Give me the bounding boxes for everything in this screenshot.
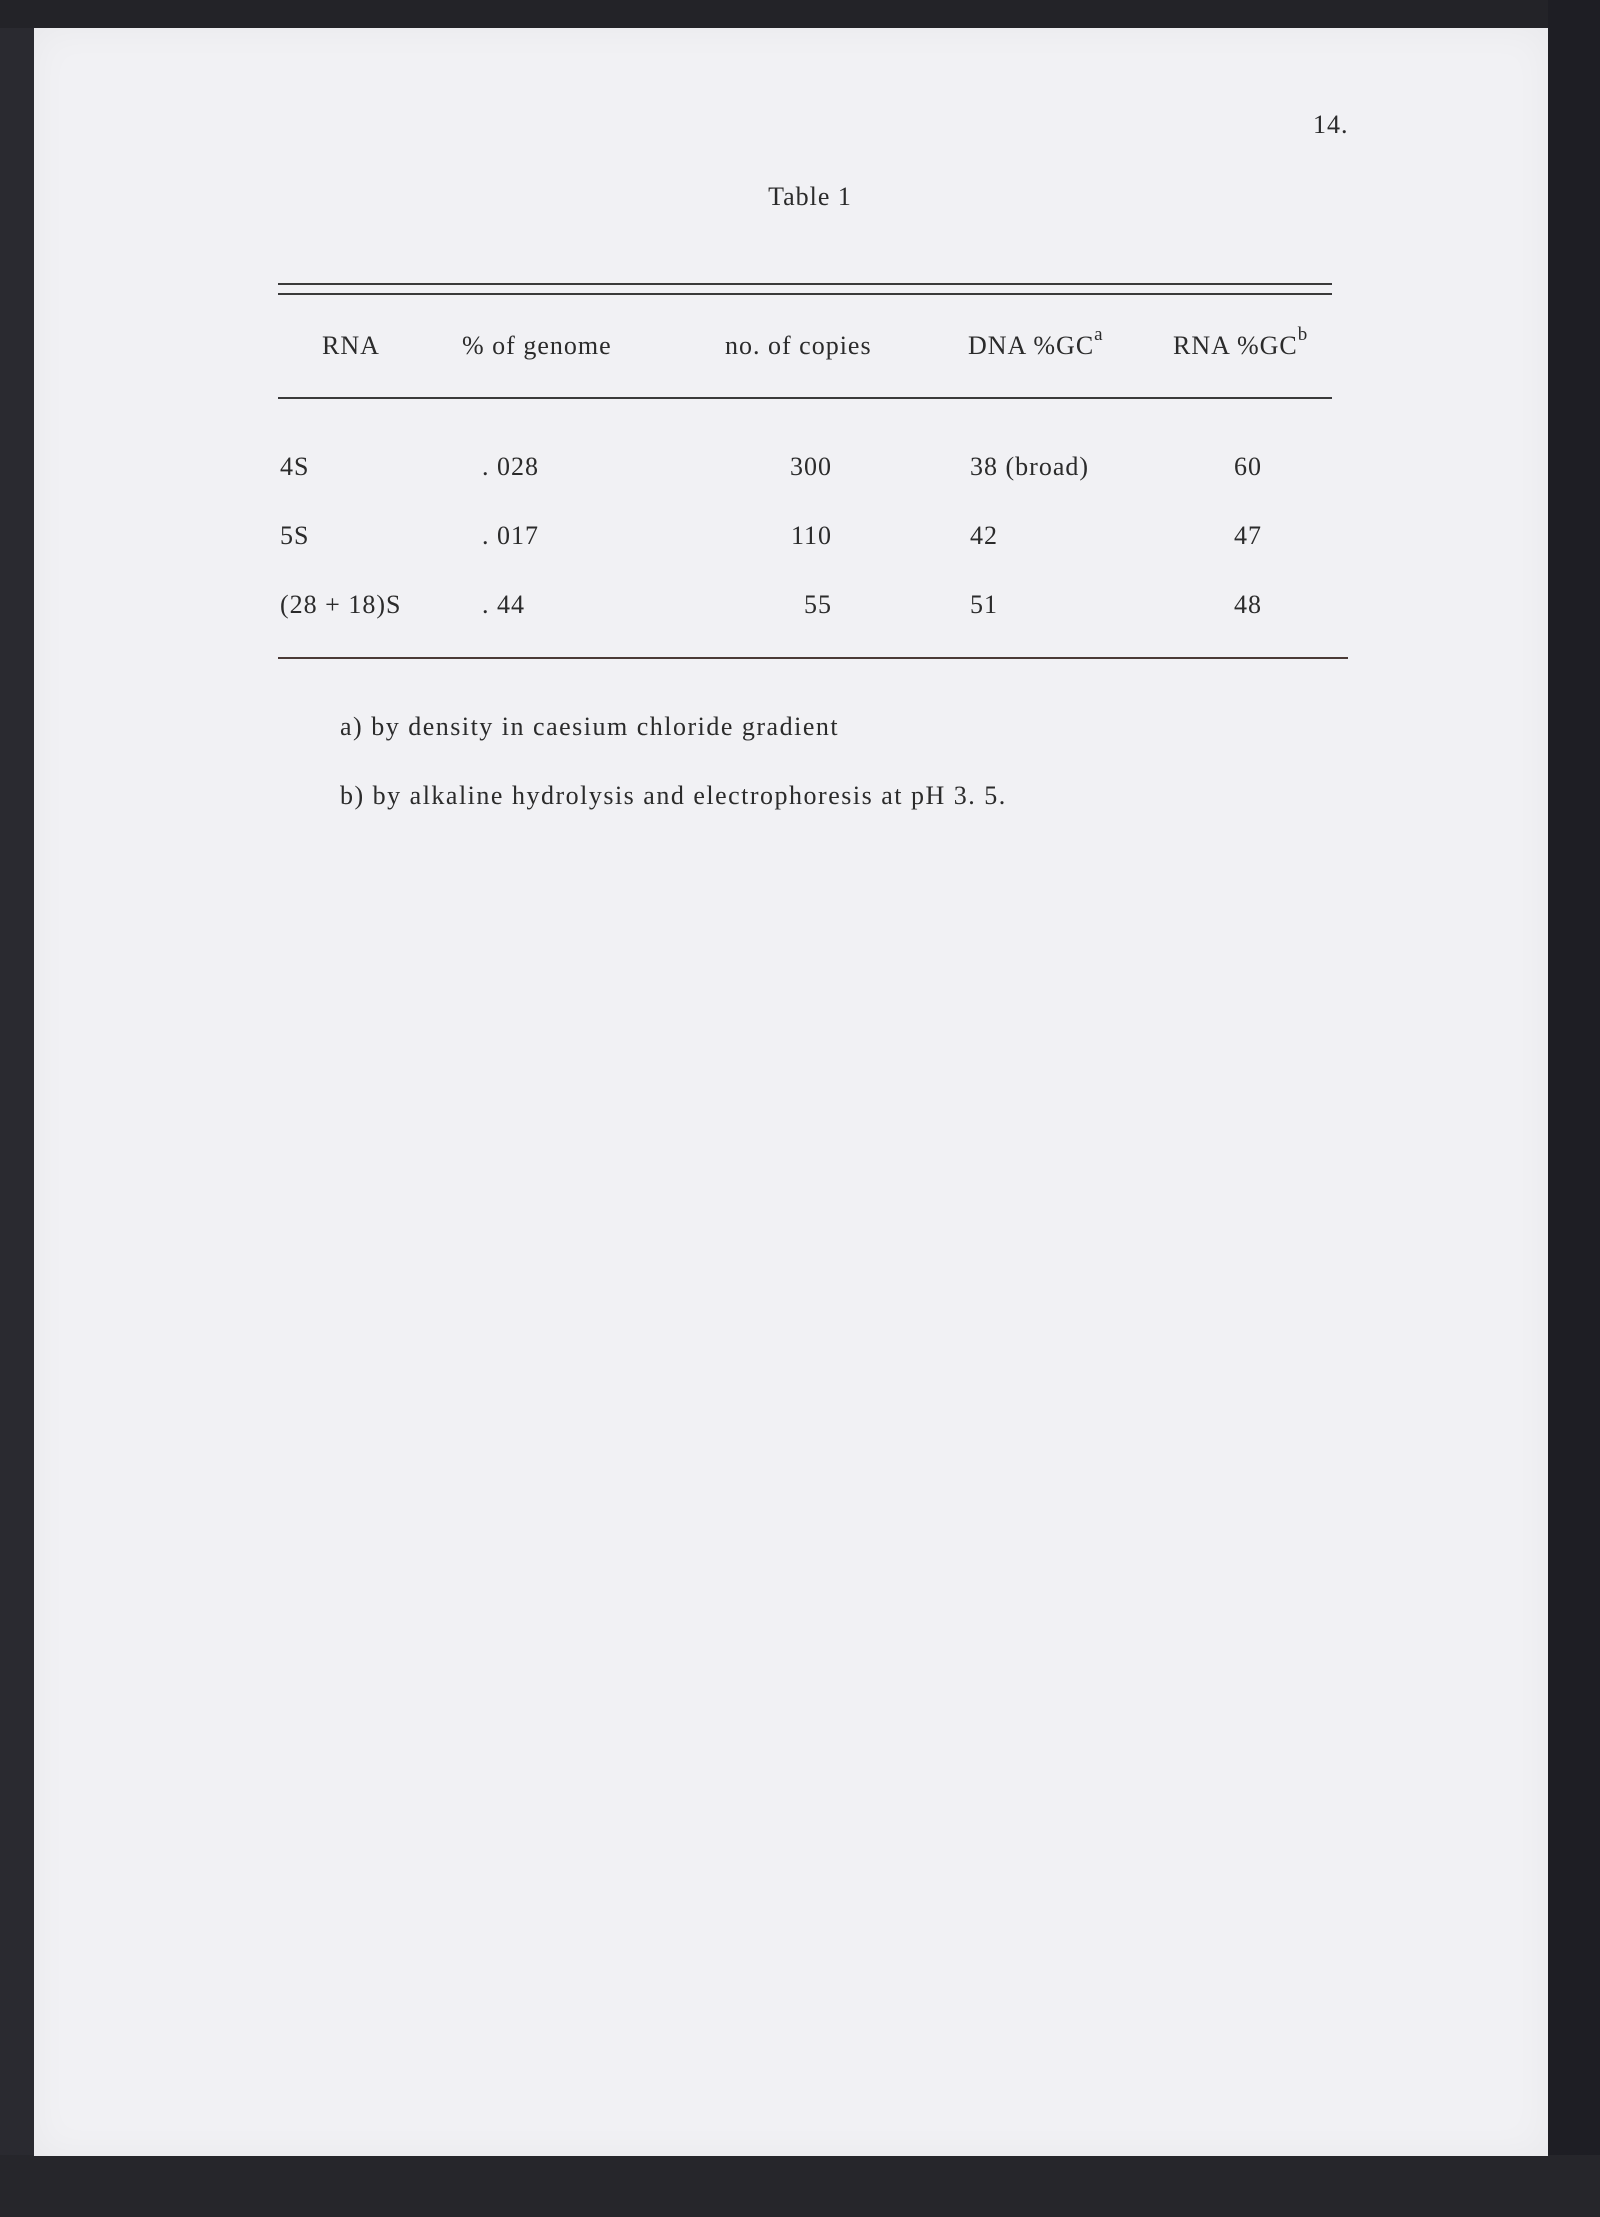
scan-border-top bbox=[0, 0, 1600, 28]
scan-border-right bbox=[1548, 0, 1600, 2217]
footnote-marker-b: b bbox=[1297, 324, 1309, 346]
cell-rna: 4S bbox=[280, 452, 310, 481]
header-copies: no. of copies bbox=[725, 331, 872, 360]
cell-copies: 300 bbox=[790, 452, 832, 481]
header-dna-gc bbox=[968, 324, 1104, 361]
table-top-rule-double bbox=[278, 293, 1332, 295]
table-header-rule bbox=[278, 397, 1332, 399]
header-dna-gc-label: DNA %GC bbox=[968, 331, 1095, 360]
cell-genome: . 028 bbox=[482, 452, 539, 481]
cell-copies: 55 bbox=[804, 590, 832, 619]
cell-dna-gc: 51 bbox=[970, 590, 998, 619]
page-number: 14. bbox=[1313, 110, 1349, 139]
scan-border-bottom bbox=[0, 2155, 1600, 2217]
cell-genome: . 017 bbox=[482, 521, 539, 550]
cell-rna-gc: 60 bbox=[1234, 452, 1262, 481]
table-bottom-rule bbox=[278, 657, 1348, 659]
cell-rna-gc: 47 bbox=[1234, 521, 1262, 550]
table-title: Table 1 bbox=[768, 182, 852, 211]
cell-genome: . 44 bbox=[482, 590, 525, 619]
cell-dna-gc: 42 bbox=[970, 521, 998, 550]
cell-copies: 110 bbox=[790, 521, 832, 550]
cell-rna-gc: 48 bbox=[1234, 590, 1262, 619]
footnote-b: b) by alkaline hydrolysis and electrophoresis at pH 3. 5. bbox=[340, 781, 1007, 810]
footnote-marker-a: a bbox=[1094, 324, 1104, 346]
cell-dna-gc: 38 (broad) bbox=[970, 452, 1090, 481]
cell-rna: (28 + 18)S bbox=[280, 590, 402, 619]
header-percent-genome: % of genome bbox=[462, 331, 612, 360]
header-rna: RNA bbox=[322, 331, 380, 360]
footnote-a: a) by density in caesium chloride gradient bbox=[340, 712, 840, 741]
header-rna-gc bbox=[1173, 324, 1309, 361]
table-top-rule bbox=[278, 283, 1332, 285]
cell-rna: 5S bbox=[280, 521, 310, 550]
header-rna-gc-label: RNA %GC bbox=[1173, 331, 1298, 360]
